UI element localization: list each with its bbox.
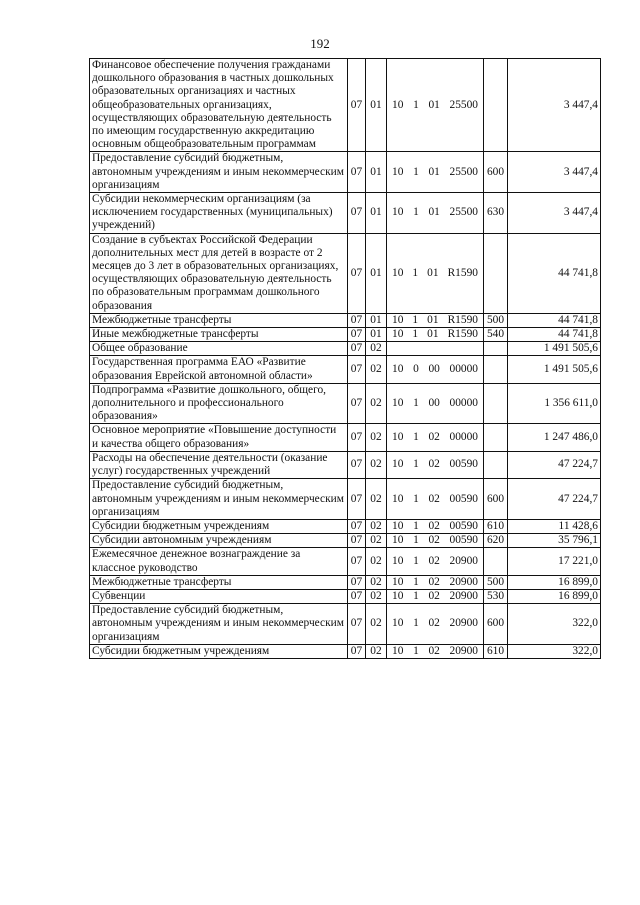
target-code-part: R1590 <box>447 266 478 279</box>
subsection-code: 02 <box>366 424 387 451</box>
target-code-part: 20900 <box>449 575 478 588</box>
target-article-code <box>387 548 484 575</box>
subsection-code: 02 <box>366 604 387 645</box>
expense-type-code <box>484 342 508 356</box>
amount: 3 447,4 <box>508 59 601 152</box>
target-code-part: 02 <box>428 617 440 630</box>
section-code: 07 <box>348 548 366 575</box>
subsection-code: 01 <box>366 193 387 234</box>
amount: 322,0 <box>508 604 601 645</box>
table-row <box>90 604 601 645</box>
target-code-part: 10 <box>392 492 404 505</box>
target-code-part: 01 <box>427 266 439 279</box>
expense-name: Межбюджетные трансферты <box>90 313 348 327</box>
expense-name: Субсидии автономным учреждениям <box>90 534 348 548</box>
target-article-code <box>387 451 484 478</box>
expense-name: Государственная программа ЕАО «Развитие образования Еврейской автономной области» <box>90 356 348 383</box>
expense-name: Создание в субъектах Российской Федерации дополнительных мест для детей в возрасте от 2 месяцев до 3 лет в образовательных организациях, осуществляющих образовательную деятельность по образовательным программам дошкольного образования <box>90 233 348 313</box>
section-code: 07 <box>348 575 366 589</box>
subsection-code: 02 <box>366 519 387 533</box>
target-code-part: 20900 <box>449 617 478 630</box>
target-code-part: 1 <box>413 492 419 505</box>
target-code-part: 01 <box>428 206 440 219</box>
section-code: 07 <box>348 451 366 478</box>
amount: 17 221,0 <box>508 548 601 575</box>
amount: 1 491 505,6 <box>508 356 601 383</box>
table-row <box>90 59 601 152</box>
target-code-part: 10 <box>392 363 404 376</box>
amount: 47 224,7 <box>508 451 601 478</box>
target-code-part: 1 <box>412 328 419 341</box>
expense-name: Предоставление субсидий бюджетным, автономным учреждениям и иным некоммерческим организациям <box>90 479 348 520</box>
subsection-code: 02 <box>366 356 387 383</box>
section-code: 07 <box>348 59 366 152</box>
target-code-part: 25500 <box>449 98 478 111</box>
section-code: 07 <box>348 356 366 383</box>
expense-name: Субсидии бюджетным учреждениям <box>90 519 348 533</box>
target-article-code <box>387 328 484 342</box>
expense-name: Иные межбюджетные трансферты <box>90 328 348 342</box>
target-code-part: 10 <box>392 206 404 219</box>
target-code-part: R1590 <box>447 313 478 326</box>
table-row <box>90 644 601 658</box>
target-code-part: 02 <box>428 554 440 567</box>
target-article-code <box>387 383 484 424</box>
target-code-part: 10 <box>392 575 404 588</box>
expense-name: Общее образование <box>90 342 348 356</box>
target-code-part: 1 <box>413 554 419 567</box>
target-code-part: 10 <box>392 617 404 630</box>
target-code-part: 02 <box>428 458 440 471</box>
amount: 47 224,7 <box>508 479 601 520</box>
target-code-part: 1 <box>412 313 419 326</box>
amount: 35 796,1 <box>508 534 601 548</box>
section-code: 07 <box>348 589 366 603</box>
target-code-part: 00000 <box>449 431 478 444</box>
target-code-part: 01 <box>428 165 440 178</box>
target-article-code <box>387 534 484 548</box>
section-code: 07 <box>348 313 366 327</box>
section-code: 07 <box>348 152 366 193</box>
target-code-part: 02 <box>428 644 440 657</box>
amount: 1 247 486,0 <box>508 424 601 451</box>
amount: 322,0 <box>508 644 601 658</box>
expense-name: Субсидии бюджетным учреждениям <box>90 644 348 658</box>
subsection-code: 01 <box>366 152 387 193</box>
subsection-code: 02 <box>366 644 387 658</box>
expense-name: Межбюджетные трансферты <box>90 575 348 589</box>
target-code-part: 1 <box>412 266 419 279</box>
section-code: 07 <box>348 519 366 533</box>
target-code-part: 0 <box>413 363 419 376</box>
target-code-part: 10 <box>392 644 404 657</box>
target-code-part: 1 <box>413 206 419 219</box>
amount: 16 899,0 <box>508 575 601 589</box>
target-code-part: 00590 <box>449 534 478 547</box>
target-code-part: 1 <box>413 431 419 444</box>
subsection-code: 02 <box>366 589 387 603</box>
expense-name: Субвенции <box>90 589 348 603</box>
section-code: 07 <box>348 479 366 520</box>
target-code-part: 00590 <box>449 519 478 532</box>
target-article-code <box>387 152 484 193</box>
table-row <box>90 424 601 451</box>
subsection-code: 02 <box>366 548 387 575</box>
target-code-part: 02 <box>428 534 440 547</box>
target-code-part: 00590 <box>449 458 478 471</box>
table-row <box>90 328 601 342</box>
expense-name: Основное мероприятие «Повышение доступности и качества общего образования» <box>90 424 348 451</box>
target-code-part: 10 <box>392 165 404 178</box>
amount: 3 447,4 <box>508 193 601 234</box>
target-code-part: 20900 <box>449 589 478 602</box>
amount: 44 741,8 <box>508 313 601 327</box>
expense-type-code: 600 <box>484 479 508 520</box>
expense-type-code: 600 <box>484 604 508 645</box>
target-code-part: 10 <box>392 328 404 341</box>
target-code-part: 1 <box>413 165 419 178</box>
table-row <box>90 519 601 533</box>
target-article-code <box>387 644 484 658</box>
table-row <box>90 383 601 424</box>
target-code-part: 02 <box>428 589 440 602</box>
target-code-part: 10 <box>392 519 404 532</box>
target-code-part: 01 <box>427 328 439 341</box>
target-code-part: 10 <box>392 98 404 111</box>
expense-name: Расходы на обеспечение деятельности (оказание услуг) государственных учреждений <box>90 451 348 478</box>
target-code-part: 1 <box>413 644 419 657</box>
target-article-code <box>387 356 484 383</box>
target-article-code <box>387 313 484 327</box>
section-code: 07 <box>348 342 366 356</box>
target-code-part: 01 <box>428 98 440 111</box>
target-code-part: 10 <box>392 589 404 602</box>
section-code: 07 <box>348 424 366 451</box>
target-article-code <box>387 233 484 313</box>
target-article-code <box>387 604 484 645</box>
subsection-code: 02 <box>366 383 387 424</box>
target-code-part: 00590 <box>449 492 478 505</box>
amount: 3 447,4 <box>508 152 601 193</box>
target-code-part: 02 <box>428 492 440 505</box>
section-code: 07 <box>348 644 366 658</box>
expense-name: Финансовое обеспечение получения гражданами дошкольного образования в частных дошкольных образовательных организациях и частных общеобразовательных организациях, осуществляющих образовательную деятельность по имеющим государственную аккредитацию основным общеобразовательным программам <box>90 59 348 152</box>
target-code-part: 02 <box>428 431 440 444</box>
expense-type-code: 500 <box>484 575 508 589</box>
subsection-code: 02 <box>366 451 387 478</box>
section-code: 07 <box>348 534 366 548</box>
expense-name: Предоставление субсидий бюджетным, автономным учреждениям и иным некоммерческим организациям <box>90 152 348 193</box>
target-code-part: 10 <box>392 313 404 326</box>
expense-type-code: 530 <box>484 589 508 603</box>
table-row <box>90 451 601 478</box>
table-row <box>90 152 601 193</box>
expense-type-code <box>484 451 508 478</box>
target-code-part: 10 <box>392 458 404 471</box>
target-article-code <box>387 575 484 589</box>
expense-type-code: 630 <box>484 193 508 234</box>
expense-type-code <box>484 424 508 451</box>
expense-type-code <box>484 548 508 575</box>
page-number: 192 <box>310 36 330 51</box>
expense-name: Предоставление субсидий бюджетным, автономным учреждениям и иным некоммерческим организациям <box>90 604 348 645</box>
target-code-part: 20900 <box>449 644 478 657</box>
table-row <box>90 589 601 603</box>
target-code-part: 00 <box>428 363 440 376</box>
target-code-part: 10 <box>392 554 404 567</box>
table-row <box>90 233 601 313</box>
table-row <box>90 193 601 234</box>
expense-type-code <box>484 233 508 313</box>
target-code-part: 1 <box>413 589 419 602</box>
target-code-part: 01 <box>427 313 439 326</box>
amount: 1 491 505,6 <box>508 342 601 356</box>
target-code-part: 1 <box>413 397 419 410</box>
target-code-part: 10 <box>392 397 404 410</box>
target-code-part: 00 <box>428 397 440 410</box>
target-code-part: 1 <box>413 617 419 630</box>
expense-type-code: 610 <box>484 519 508 533</box>
subsection-code: 01 <box>366 313 387 327</box>
target-article-code <box>387 589 484 603</box>
expense-name: Субсидии некоммерческим организациям (за исключением государственных (муниципальных) учреждений) <box>90 193 348 234</box>
target-code-part: 10 <box>392 266 404 279</box>
target-code-part: 00000 <box>449 397 478 410</box>
table-row <box>90 534 601 548</box>
table-row <box>90 479 601 520</box>
subsection-code: 01 <box>366 59 387 152</box>
target-code-part: 02 <box>428 519 440 532</box>
target-code-part: 1 <box>413 575 419 588</box>
section-code: 07 <box>348 233 366 313</box>
expense-type-code: 610 <box>484 644 508 658</box>
table-row <box>90 356 601 383</box>
expense-type-code: 540 <box>484 328 508 342</box>
subsection-code: 02 <box>366 575 387 589</box>
target-code-part: 20900 <box>449 554 478 567</box>
subsection-code: 02 <box>366 534 387 548</box>
amount: 44 741,8 <box>508 328 601 342</box>
budget-table <box>89 58 601 659</box>
expense-type-code: 600 <box>484 152 508 193</box>
target-code-part: 1 <box>413 519 419 532</box>
target-article-code <box>387 479 484 520</box>
target-code-part: 1 <box>413 98 419 111</box>
section-code: 07 <box>348 193 366 234</box>
table-row <box>90 313 601 327</box>
expense-type-code <box>484 59 508 152</box>
target-code-part: R1590 <box>447 328 478 341</box>
target-code-part: 10 <box>392 534 404 547</box>
target-article-code <box>387 519 484 533</box>
section-code: 07 <box>348 328 366 342</box>
expense-type-code: 620 <box>484 534 508 548</box>
target-code-part: 25500 <box>449 165 478 178</box>
target-code-part: 25500 <box>449 206 478 219</box>
target-article-code <box>387 193 484 234</box>
target-code-part: 00000 <box>449 363 478 376</box>
expense-type-code <box>484 383 508 424</box>
table-row <box>90 342 601 356</box>
amount: 11 428,6 <box>508 519 601 533</box>
subsection-code: 01 <box>366 233 387 313</box>
subsection-code: 02 <box>366 479 387 520</box>
target-code-part: 02 <box>428 575 440 588</box>
table-row <box>90 548 601 575</box>
target-article-code <box>387 59 484 152</box>
expense-type-code: 500 <box>484 313 508 327</box>
target-code-part: 10 <box>392 431 404 444</box>
section-code: 07 <box>348 383 366 424</box>
expense-name: Ежемесячное денежное вознаграждение за классное руководство <box>90 548 348 575</box>
amount: 44 741,8 <box>508 233 601 313</box>
section-code: 07 <box>348 604 366 645</box>
target-article-code <box>387 342 484 356</box>
table-row <box>90 575 601 589</box>
subsection-code: 01 <box>366 328 387 342</box>
amount: 1 356 611,0 <box>508 383 601 424</box>
amount: 16 899,0 <box>508 589 601 603</box>
expense-type-code <box>484 356 508 383</box>
subsection-code: 02 <box>366 342 387 356</box>
target-code-part: 1 <box>413 458 419 471</box>
target-article-code <box>387 424 484 451</box>
target-code-part: 1 <box>413 534 419 547</box>
expense-name: Подпрограмма «Развитие дошкольного, общего, дополнительного и профессионального образования» <box>90 383 348 424</box>
